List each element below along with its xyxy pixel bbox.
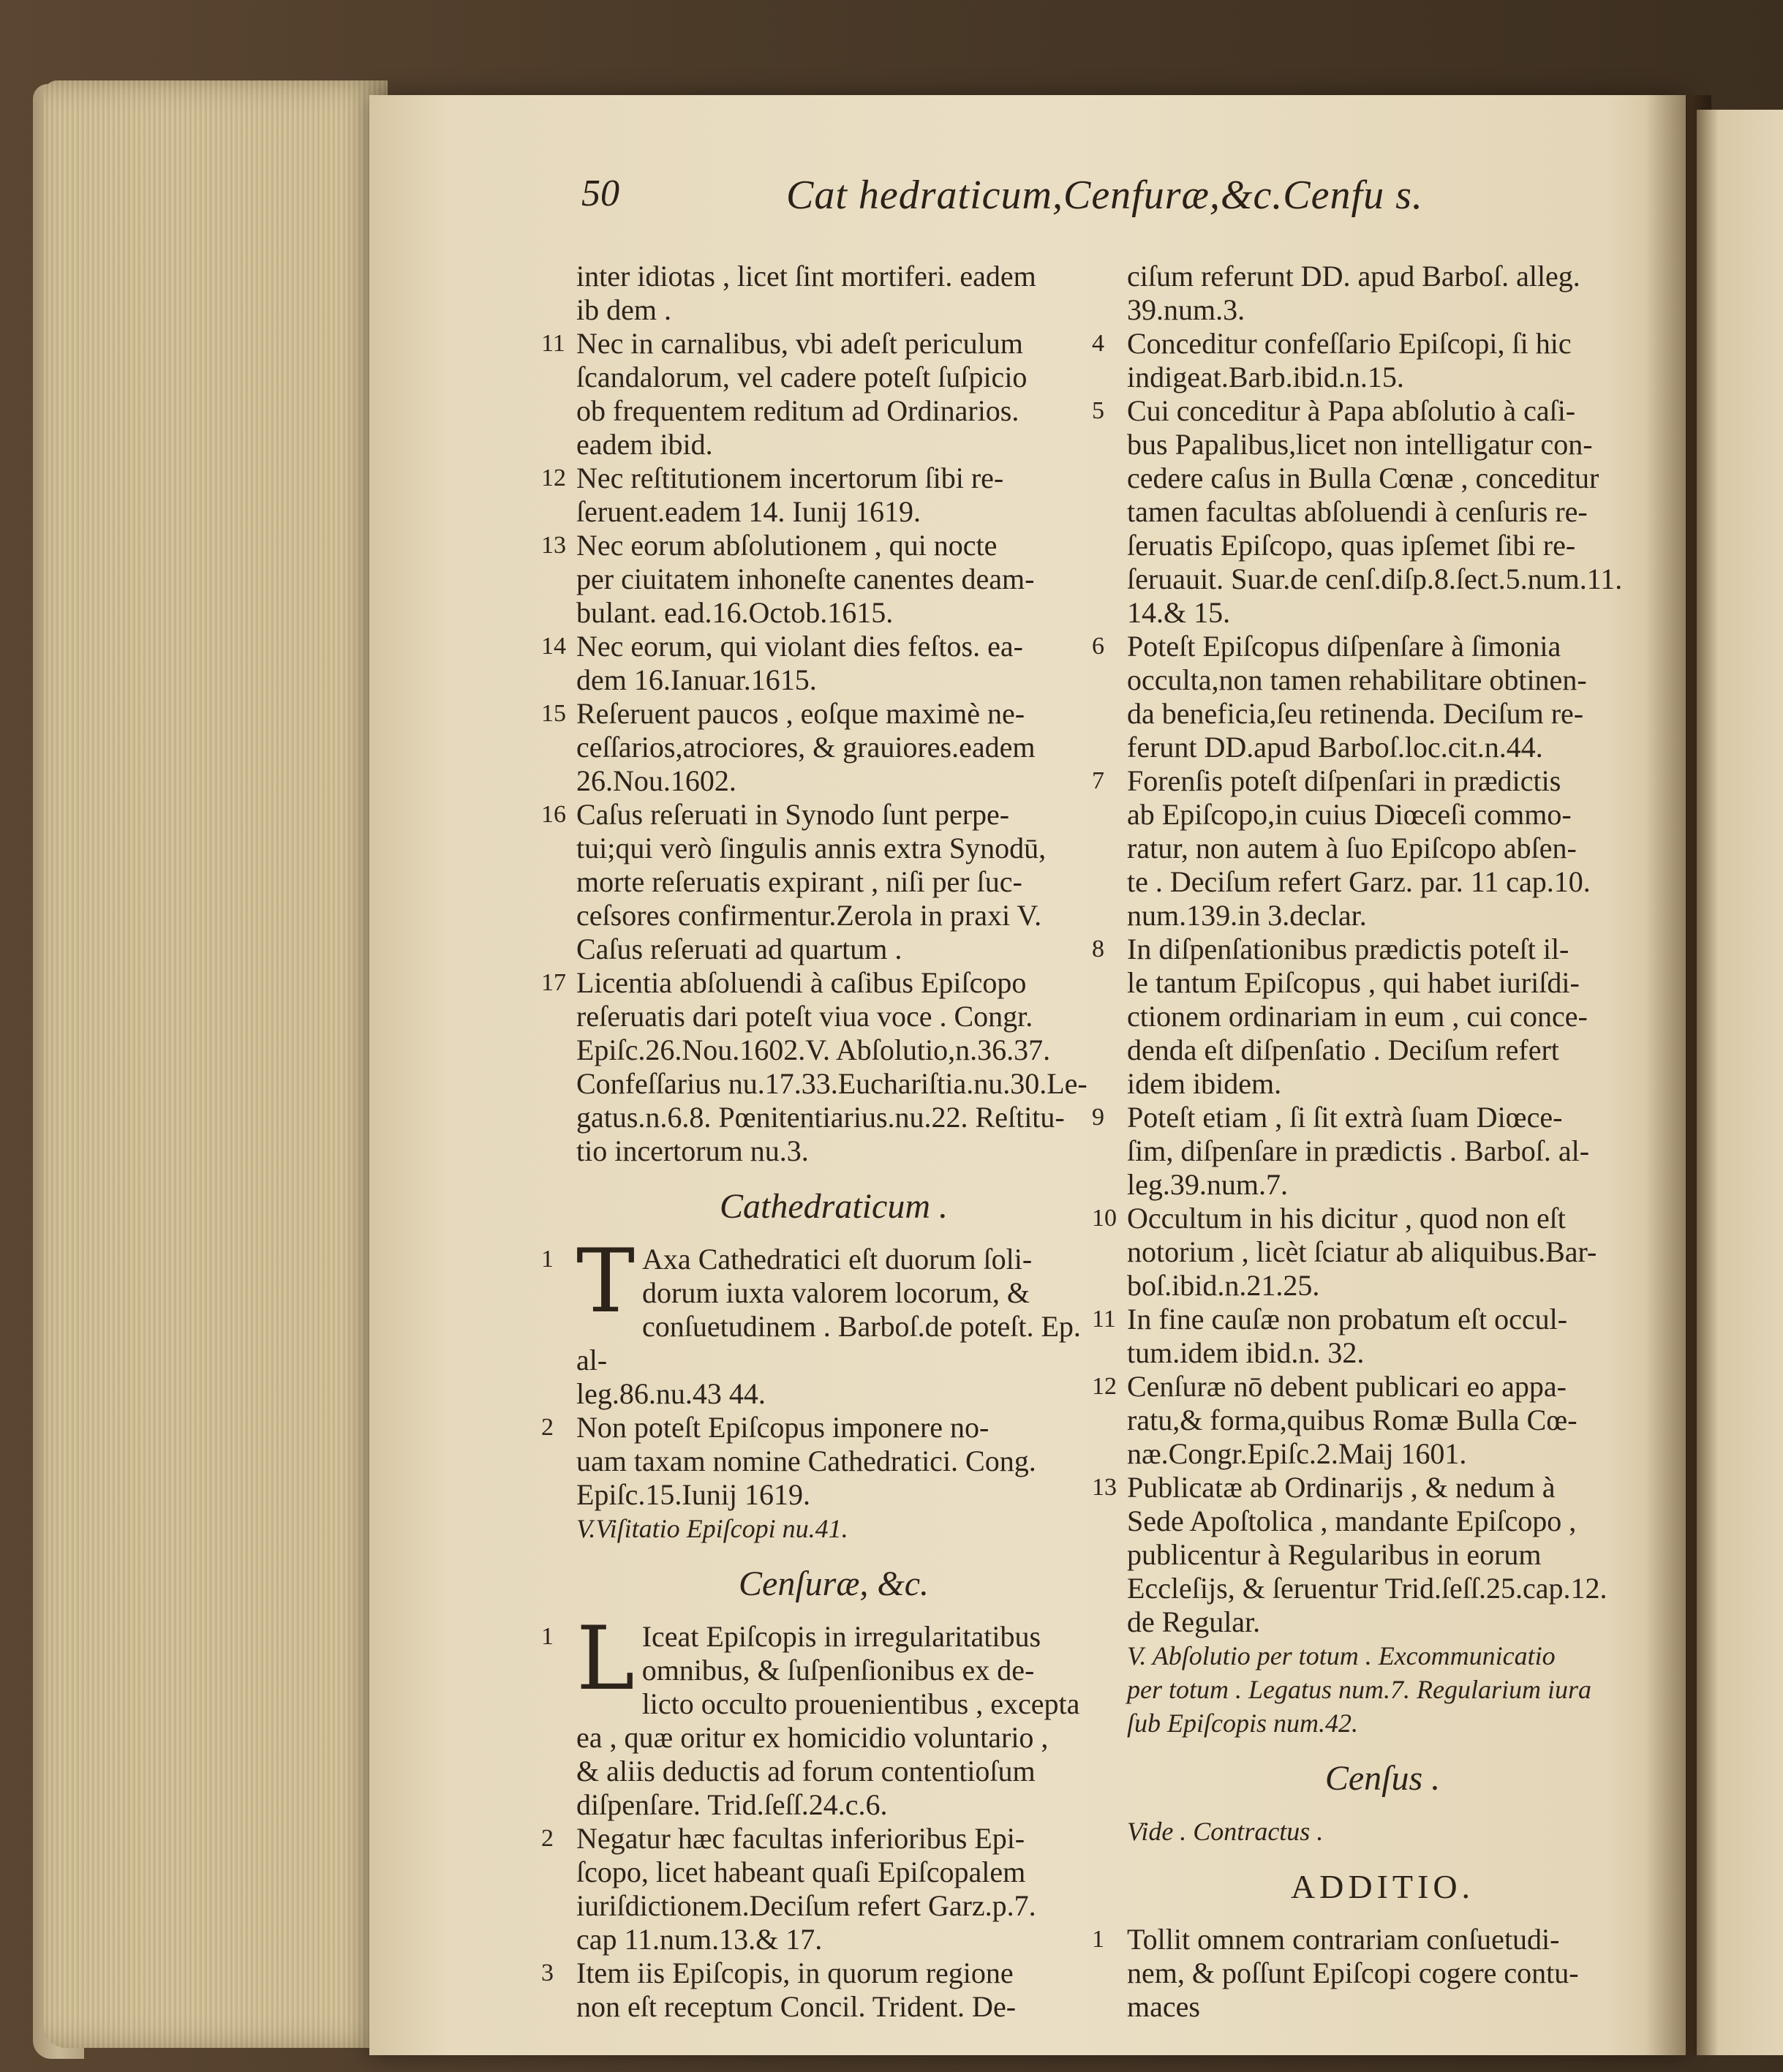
entry-text: Cui conceditur à Papa abſolutio à caſi- bus Papalibus,licet non intelligatur con- cedere caſus in Bulla Cœnæ , conceditur tamen facultas abſoluendi à cenſuris re- ſeruatis Epiſcopo, quas ipſemet ſibi re- ſeruauit. Suar.de cenſ.diſp.8.ſect.5.num.11. 14.& 15.: [1127, 394, 1623, 629]
cathedraticum-entries: [541, 1231, 1091, 1512]
entry-number: 14: [541, 633, 566, 660]
entry-text: Nec in carnalibus, vbi adeſt periculum ſcandalorum, vel cadere poteſt ſuſpicio ob frequentem reditum ad Ordinarios. eadem ibid.: [576, 327, 1028, 461]
census-reference: Vide . Contractus .: [1127, 1817, 1324, 1846]
right-column: [1092, 260, 1638, 2024]
entry-text: Nec eorum abſolutionem , qui nocte per ciuitatem inhoneſte canentes deam- bulant. ead.16.Octob.1615.: [576, 529, 1035, 629]
entry-text: Poteſt etiam , ſi ſit extrà ſuam Diœce- ſim, diſpenſare in prædictis . Barboſ. al- leg.39.num.7.: [1127, 1101, 1590, 1201]
entry-text: Publicatæ ab Ordinarijs , & nedum à Sede Apoſtolica , mandante Epiſcopo , publicentur à Regularibus in eorum Eccleſijs, & ſeruentur Trid.ſeſſ.25.cap.12. de Regular.: [1127, 1471, 1607, 1638]
entry-text: Cenſuræ nō debent publicari eo appa- ratu,& forma,quibus Romæ Bulla Cœ- næ.Congr.Epiſc.2.Maij 1601.: [1127, 1370, 1577, 1470]
entry-number: 6: [1092, 633, 1104, 660]
entry-number: 10: [1092, 1205, 1117, 1232]
entry-text: Iceat Epiſcopis in irregularitatibus omnibus, & ſuſpenſionibus ex de- licto occulto prouenientibus , excepta ea , quæ oritur ex homicidio voluntario , & aliis deductis ad forum contentioſum diſpenſare. Trid.ſeſſ.24.c.6.: [576, 1620, 1080, 1821]
numbered-entry: [541, 1822, 1091, 1956]
entry-text: In fine cauſæ non probatum eſt occul- tum.idem ibid.n. 32.: [1127, 1303, 1568, 1369]
additio-entries: [1092, 1923, 1638, 2024]
right-page-sliver: [1697, 110, 1783, 2055]
numbered-entry: [1092, 394, 1638, 630]
entry-number: 12: [1092, 1373, 1117, 1400]
cross-reference: V.Viſitatio Epiſcopi nu.41.: [576, 1514, 848, 1543]
entry-text: Conceditur confeſſario Epiſcopi, ſi hic indigeat.Barb.ibid.n.15.: [1127, 327, 1572, 393]
section-title-census: Cenſus .: [1324, 1759, 1441, 1798]
entry-number: 1: [541, 1623, 554, 1650]
numbered-entry: [1092, 1202, 1638, 1303]
entry-number: 1: [541, 1246, 554, 1273]
numbered-entry: [541, 697, 1091, 798]
entry-text: Licentia abſoluendi à caſibus Epiſcopo reſeruatis dari poteſt viua voce . Congr. Epiſc.26.Nou.1602.V. Abſolutio,n.36.37. Confeſſarius nu.17.33.Euchariſtia.nu.30.Le- gatus.n.6.8. Pœnitentiarius.nu.22. Reſtitu- tio incertorum nu.3.: [576, 966, 1087, 1167]
entry-text: In diſpenſationibus prædictis poteſt il- le tantum Epiſcopus , qui habet iuriſdi- ctionem ordinariam in eum , cui conce- denda eſt diſpenſatio . Deciſum refert idem ibidem.: [1127, 933, 1588, 1100]
entry-number: 13: [541, 532, 566, 559]
entry-number: 11: [1092, 1306, 1116, 1333]
entry-text: Axa Cathedratici eſt duorum ſoli- dorum iuxta valorem locorum, & conſuetudinem . Barboſ.de poteſt. Ep. al- leg.86.nu.43 44.: [576, 1243, 1081, 1410]
entry-number: 2: [541, 1414, 554, 1441]
numbered-entry: [1092, 1923, 1638, 2024]
section-title-cathedraticum: Cathedraticum .: [720, 1187, 948, 1226]
entry-number: 11: [541, 330, 565, 357]
page-header: [581, 172, 1605, 230]
page-number: 50: [581, 173, 619, 214]
entry-text: Poteſt Epiſcopus diſpenſare à ſimonia occulta,non tamen rehabilitare obtinen- da beneficia,ſeu retinenda. Deciſum re- ferunt DD.apud Barboſ.loc.cit.n.44.: [1127, 630, 1587, 764]
page-edges: [44, 80, 388, 2048]
numbered-entry: [1092, 1471, 1638, 1639]
entry-text: Reſeruent paucos , eoſque maximè ne- ceſſarios,atrociores, & grauiores.eadem 26.Nou.1602.: [576, 697, 1036, 797]
entry-number: 16: [541, 801, 566, 828]
numbered-entry: [1092, 933, 1638, 1101]
censurae-entries: [541, 1608, 1091, 2024]
entry-text: Nec reſtitutionem incertorum ſibi re- ſeruent.eadem 14. Iunij 1619.: [576, 462, 1004, 528]
numbered-entry: [541, 966, 1091, 1168]
entry-text: Caſus reſeruati in Synodo ſunt perpe- tui;qui verò ſingulis annis extra Synodū, morte reſeruatis expirant , niſi per ſuc- ceſsores confirmentur.Zerola in praxi V. Caſus reſeruati ad quartum .: [576, 798, 1047, 965]
entry-text: Non poteſt Epiſcopus imponere no- uam taxam nomine Cathedratici. Cong. Epiſc.15.Iunij 1619.: [576, 1411, 1036, 1511]
section-title-additio: ADDITIO.: [1290, 1868, 1475, 1905]
entry-number: 5: [1092, 397, 1104, 424]
entry-number: 7: [1092, 767, 1104, 794]
entries-list: [541, 327, 1091, 1168]
entry-text: Nec eorum, qui violant dies feſtos. ea- dem 16.Ianuar.1615.: [576, 630, 1023, 696]
drop-cap: T: [576, 1231, 636, 1333]
entry-number: 17: [541, 969, 566, 996]
entry-number: 9: [1092, 1104, 1104, 1131]
numbered-entry: [1092, 1303, 1638, 1370]
numbered-entry: [541, 327, 1091, 462]
entry-number: 15: [541, 700, 566, 727]
entry-text: Forenſis poteſt diſpenſari in prædictis ab Epiſcopo,in cuius Diœceſi commo- ratur, non autem à ſuo Epiſcopo abſen- te . Deciſum refert Garz. par. 11 cap.10. num.139.in 3.declar.: [1127, 764, 1591, 932]
numbered-entry: [1092, 327, 1638, 394]
numbered-entry: [541, 1956, 1091, 2024]
entry-number: 2: [541, 1825, 554, 1852]
entry-number: 1: [1092, 1926, 1104, 1953]
intro-text: ciſum referunt DD. apud Barboſ. alleg. 39.num.3.: [1127, 260, 1580, 326]
section-title-censurae: Cenſuræ, &c.: [739, 1564, 929, 1603]
numbered-entry: [1092, 1370, 1638, 1471]
entry-text: Negatur hæc facultas inferioribus Epi- ſcopo, licet habeant quaſi Epiſcopalem iuriſdictionem.Deciſum refert Garz.p.7. cap 11.num.13.& 17.: [576, 1822, 1036, 1956]
numbered-entry: [1092, 630, 1638, 764]
numbered-entry: [541, 1608, 1091, 1822]
running-head: Cat hedraticum,Cenfuræ,&c.Cenfu s.: [786, 173, 1423, 218]
entry-number: 3: [541, 1959, 554, 1986]
numbered-entry: [541, 462, 1091, 529]
numbered-entry: [1092, 1101, 1638, 1202]
entry-text: Item iis Epiſcopis, in quorum regione non eſt receptum Concil. Trident. De-: [576, 1956, 1017, 2023]
numbered-entry: [541, 1411, 1091, 1512]
drop-cap: L: [576, 1608, 635, 1710]
entry-text: Occultum in his dicitur , quod non eſt notorium , licèt ſciatur ab aliquibus.Bar- boſ.ibid.n.21.25.: [1127, 1202, 1597, 1302]
numbered-entry: [541, 630, 1091, 697]
entry-number: 8: [1092, 935, 1104, 962]
left-column: [541, 260, 1091, 2024]
cross-reference-block: V. Abſolutio per totum . Excommunicatio per totum . Legatus num.7. Regularium iura ſub Epiſcopis num.42.: [1127, 1641, 1591, 1738]
entry-number: 13: [1092, 1474, 1117, 1501]
entry-number: 12: [541, 464, 566, 491]
entries-list: [1092, 327, 1638, 1639]
intro-text: inter idiotas , licet ſint mortiferi. eadem ib dem .: [576, 260, 1036, 326]
numbered-entry: [541, 798, 1091, 966]
numbered-entry: [541, 529, 1091, 630]
entry-number: 4: [1092, 330, 1104, 357]
numbered-entry: [541, 1231, 1091, 1411]
entry-text: Tollit omnem contrariam conſuetudi- nem, & poſſunt Epiſcopi cogere contu- maces: [1127, 1923, 1579, 2023]
numbered-entry: [1092, 764, 1638, 933]
